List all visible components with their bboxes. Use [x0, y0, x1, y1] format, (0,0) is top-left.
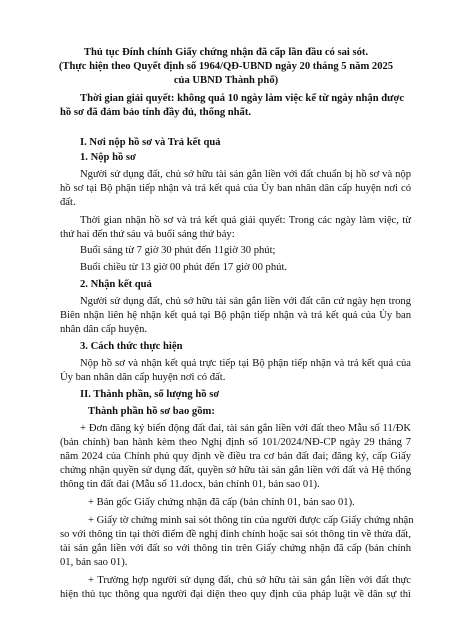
item-1-line-2: (bản chính) ban hành kèm theo Nghị định số 101/2024/NĐ-CP ngày 29 tháng 7: [60, 437, 411, 448]
item-3-line-2: so với thông tin tại thời điểm đề nghị đính chính hoặc sai sót thông tin về thửa đất,: [60, 529, 411, 540]
submit-para-1-line-1: Người sử dụng đất, chủ sở hữu tài sản gắn liền với đất chuẩn bị hồ sơ và nộp: [80, 169, 411, 180]
submit-heading: 1. Nộp hồ sơ: [80, 152, 136, 163]
item-1-line-1: + Đơn đăng ký biến động đất đai, tài sản gắn liền với đất theo Mẫu số 11/ĐK: [80, 423, 411, 434]
processing-time-line-2: hồ sơ đã đảm bảo tính đầy đủ, thống nhất.: [60, 107, 252, 118]
item-3-line-4: 01, bản sao 01).: [60, 557, 128, 568]
item-3-line-1: + Giấy tờ chứng minh sai sót thông tin của người được cấp Giấy chứng nhận: [88, 515, 414, 526]
components-heading: Thành phần hồ sơ bao gồm:: [88, 406, 215, 417]
receive-para-line-3: nhân dân cấp huyện.: [60, 324, 148, 335]
item-1-line-3: năm 2024 của Chính phủ quy định về điều tra cơ bản đất đai; đăng ký, cấp Giấy: [60, 451, 411, 462]
receive-para-line-1: Người sử dụng đất, chủ sở hữu tài sản gắn liền với đất căn cứ ngày hẹn trong: [80, 296, 411, 307]
submit-para-1-line-3: đất.: [60, 197, 76, 208]
receive-para-line-2: Biên nhận liên hệ nhận kết quả tại Bộ phận tiếp nhận và trả kết quả của Ủy ban: [60, 310, 411, 321]
legal-basis-line-2: của UBND Thành phố): [173, 75, 279, 86]
item-1-line-5: thông tin đất đai (Mẫu số 11.docx, bản chính 01, bản sao 01).: [60, 479, 320, 490]
submit-para-2-line-1: Thời gian nhận hồ sơ và trả kết quả giải quyết: Trong các ngày làm việc, từ: [80, 215, 411, 226]
document-title: Thủ tục Đính chính Giấy chứng nhận đã cấp lần đầu có sai sót.: [83, 47, 369, 58]
afternoon-hours: Buổi chiều từ 13 giờ 00 phút đến 17 giờ 00 phút.: [80, 262, 288, 273]
section-1-heading: I. Nơi nộp hồ sơ và Trả kết quả: [80, 137, 221, 148]
section-2-heading: II. Thành phần, số lượng hồ sơ: [80, 389, 220, 400]
item-4-line-1: + Trường hợp người sử dụng đất, chủ sở hữu tài sản gắn liền với đất thực: [88, 575, 411, 586]
method-heading: 3. Cách thức thực hiện: [80, 341, 183, 352]
submit-para-1-line-2: hồ sơ tại Bộ phận tiếp nhận và trả kết quả của Ủy ban nhân dân cấp huyện nơi có: [60, 183, 411, 194]
legal-basis-line-1: (Thực hiện theo Quyết định số 1964/QĐ-UBND ngày 20 tháng 5 năm 2025: [58, 61, 394, 72]
method-para-line-1: Nộp hồ sơ và nhận kết quả trực tiếp tại Bộ phận tiếp nhận và trả kết quả của: [80, 358, 411, 369]
receive-heading: 2. Nhận kết quả: [80, 279, 152, 290]
item-2: + Bản gốc Giấy chứng nhận đã cấp (bản chính 01, bản sao 01).: [88, 497, 355, 508]
submit-para-2-line-2: thứ hai đến thứ sáu và buổi sáng thứ bảy:: [60, 229, 235, 240]
morning-hours: Buổi sáng từ 7 giờ 30 phút đến 11giờ 30 phút;: [80, 245, 276, 256]
item-4-line-2: hiện thủ tục thông qua người đại diện theo quy định của pháp luật về dân sự thì: [60, 589, 411, 600]
item-3-line-3: tài sản gắn liền với đất so với thông tin trên Giấy chứng nhận đã cấp (bản chính: [60, 543, 411, 554]
item-1-line-4: chứng nhận quyền sử dụng đất, quyền sở hữu tài sản gắn liền với đất và Hệ thống: [60, 465, 411, 476]
method-para-line-2: Ủy ban nhân dân cấp huyện nơi có đất.: [60, 372, 226, 383]
processing-time-line-1: Thời gian giải quyết: không quá 10 ngày làm việc kể từ ngày nhận được: [80, 93, 405, 104]
